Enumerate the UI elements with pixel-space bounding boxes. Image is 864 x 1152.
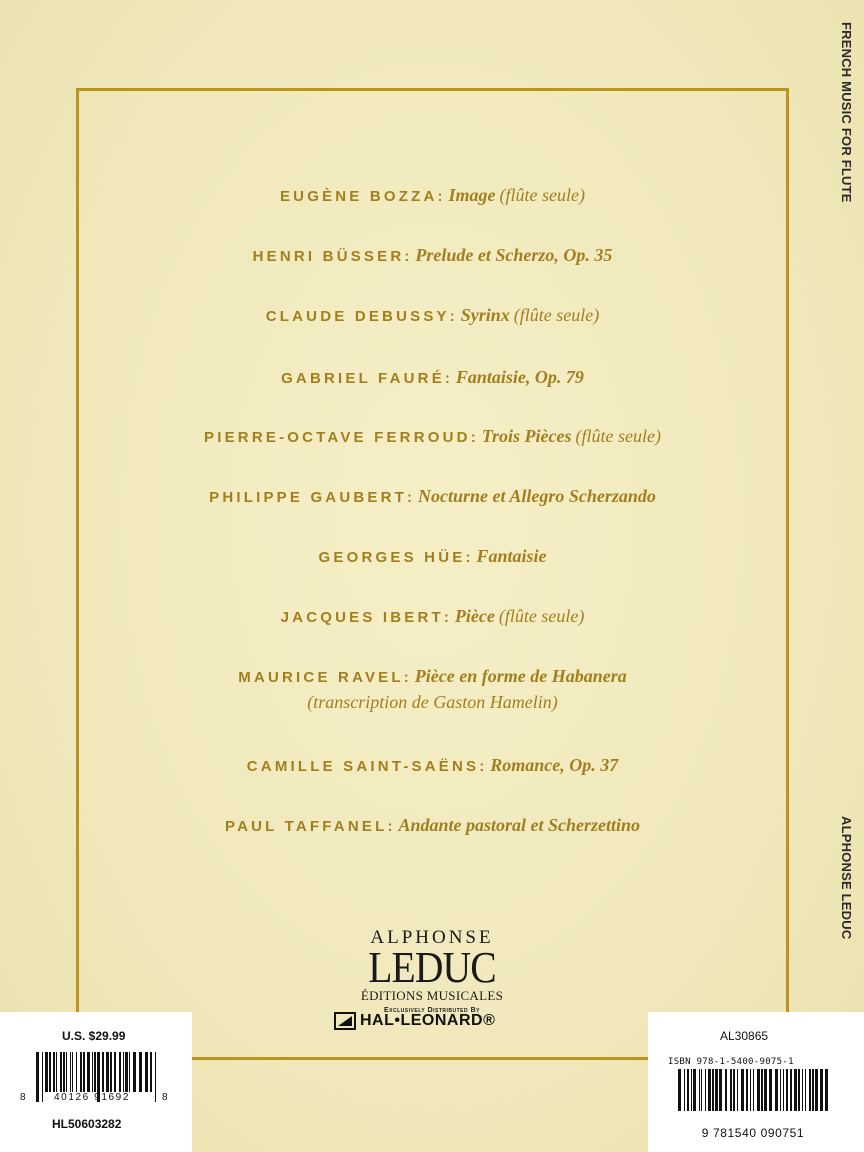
work-title: Romance, Op. 37 — [490, 755, 619, 775]
hal-leonard-icon — [334, 1012, 356, 1030]
work-title: Nocturne et Allegro Scherzando — [418, 486, 656, 506]
composer-name: GABRIEL FAURÉ — [281, 370, 445, 387]
composer-name: JACQUES IBERT — [280, 609, 444, 626]
upc-digit-right: 8 — [162, 1092, 168, 1103]
work-note: (flûte seule) — [498, 606, 585, 626]
work-entry — [76, 245, 789, 266]
isbn-barcode — [678, 1069, 828, 1121]
logo-line-alphonse: ALPHONSE — [370, 927, 494, 948]
spine-title: FRENCH MUSIC FOR FLUTE — [839, 22, 854, 203]
gold-border-frame — [76, 88, 789, 1060]
work-note: (flûte seule) — [575, 426, 661, 446]
composer-name: HENRI BÜSSER — [252, 248, 405, 265]
work-title: Andante pastoral et Scherzettino — [398, 815, 640, 835]
work-entry — [76, 367, 789, 388]
upc-digits-middle: 40126 91692 — [54, 1092, 130, 1103]
work-title: Trois Pièces — [481, 426, 572, 446]
price-text: U.S. $29.99 — [62, 1029, 126, 1043]
spine-publisher: ALPHONSE LEDUC — [839, 816, 854, 940]
work-entry — [76, 546, 789, 567]
work-entry — [76, 666, 789, 687]
work-entry — [76, 305, 789, 326]
work-entry — [76, 486, 789, 507]
separator-colon: : — [444, 370, 450, 387]
separator-colon: : — [443, 609, 449, 626]
work-note: (flûte seule) — [513, 305, 600, 325]
separator-colon: : — [387, 818, 393, 835]
composer-name: MAURICE RAVEL — [238, 669, 404, 686]
separator-colon: : — [437, 188, 443, 205]
work-title: Image — [448, 185, 496, 205]
work-note: (flûte seule) — [499, 185, 586, 205]
upc-digit-left: 8 — [20, 1092, 26, 1103]
logo-line-leduc: LEDUC — [368, 943, 496, 992]
separator-colon: : — [449, 308, 455, 325]
work-entry — [76, 815, 789, 836]
separator-colon: : — [479, 758, 485, 775]
isbn-text: ISBN 978-1-5400-9075-1 — [668, 1057, 794, 1067]
separator-colon: : — [403, 669, 409, 686]
logo-line-distributed: Exclusively Distributed By — [384, 1007, 480, 1014]
hal-leonard-mark — [336, 1014, 354, 1028]
work-title: Syrinx — [460, 305, 510, 325]
item-code: HL50603282 — [52, 1117, 122, 1131]
composer-name: GEORGES HÜE — [318, 549, 466, 566]
isbn-barcode-digits: 9 781540 090751 — [701, 1126, 805, 1140]
work-title: Prelude et Scherzo, Op. 35 — [415, 245, 613, 265]
work-title: Fantaisie — [476, 546, 547, 566]
work-subline: (transcription de Gaston Hamelin) — [307, 692, 558, 712]
price-label — [0, 1012, 192, 1152]
publisher-logo — [332, 928, 532, 1016]
separator-colon: : — [465, 549, 471, 566]
separator-colon: : — [404, 248, 410, 265]
composer-name: CAMILLE SAINT-SAËNS — [246, 758, 480, 775]
work-title: Pièce — [454, 606, 495, 626]
hal-leonard-text: HAL•LEONARD® — [360, 1012, 496, 1029]
composer-name: CLAUDE DEBUSSY — [265, 308, 450, 325]
work-entry — [76, 185, 789, 206]
composer-name: EUGÈNE BOZZA — [279, 188, 438, 205]
isbn-label — [648, 1012, 864, 1152]
work-entry — [76, 426, 789, 447]
work-title: Pièce en forme de Habanera — [414, 666, 627, 686]
catalog-number: AL30865 — [720, 1029, 769, 1043]
logo-line-editions: ÉDITIONS MUSICALES — [360, 988, 504, 1003]
composer-name: PHILIPPE GAUBERT — [209, 489, 408, 506]
composer-name: PIERRE-OCTAVE FERROUD — [204, 429, 471, 446]
separator-colon: : — [407, 489, 413, 506]
work-entry — [76, 606, 789, 627]
work-entry — [76, 755, 789, 776]
work-title: Fantaisie, Op. 79 — [455, 367, 584, 387]
hal-leonard-logo — [334, 1012, 495, 1030]
separator-colon: : — [470, 429, 476, 446]
composer-name: PAUL TAFFANEL — [225, 818, 388, 835]
